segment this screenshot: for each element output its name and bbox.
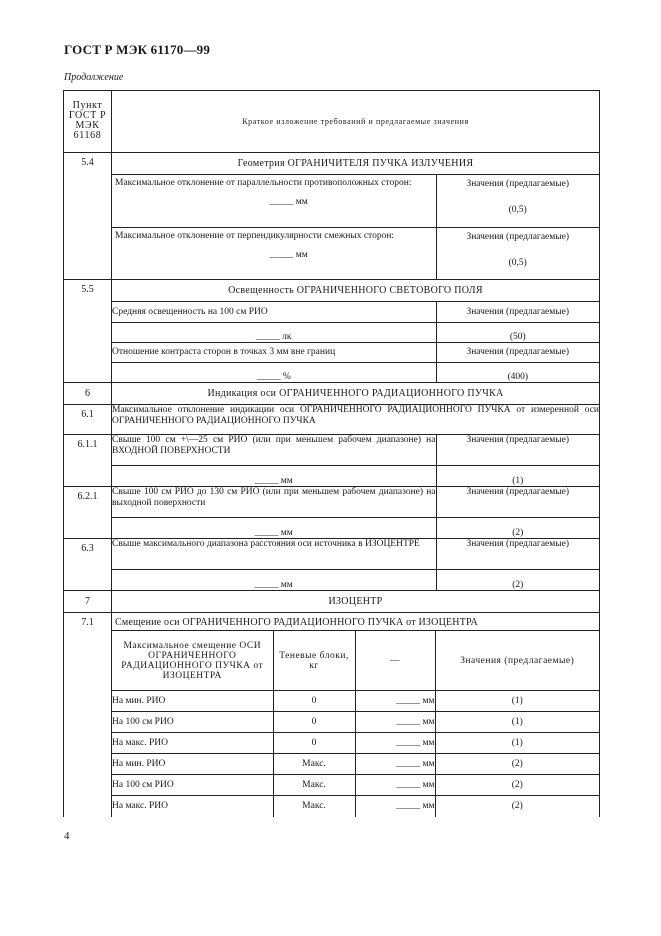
shadow-blocks: Макс. bbox=[273, 775, 355, 796]
value: (1) bbox=[435, 712, 599, 733]
offset-subtable bbox=[112, 630, 599, 817]
table-row bbox=[64, 487, 600, 539]
unit-field: _____ мм bbox=[254, 528, 293, 538]
shadow-blocks: Макс. bbox=[273, 796, 355, 817]
value-cell bbox=[436, 227, 599, 279]
value: (400) bbox=[436, 362, 599, 382]
value: (2) bbox=[435, 775, 599, 796]
unit-field: _____ мм bbox=[355, 775, 435, 796]
section-title: Смещение оси ОГРАНИЧЕННОГО РАДИАЦИОННОГО ПУЧКА от ИЗОЦЕНТРА bbox=[115, 617, 478, 628]
unit-field: _____ мм bbox=[355, 754, 435, 775]
requirement-text: Свыше 100 см +\—25 см РИО (или при меньшем рабочем диапазоне) на ВХОДНОЙ ПОВЕРХНОСТИ bbox=[112, 435, 436, 465]
value-cell bbox=[436, 175, 599, 227]
subtable-header: — bbox=[355, 631, 435, 691]
header-line: 61168 bbox=[73, 130, 102, 141]
requirement-cell bbox=[112, 175, 436, 227]
requirement-cell bbox=[112, 227, 436, 279]
table-row bbox=[64, 591, 600, 613]
section-title: ИЗОЦЕНТР bbox=[112, 591, 600, 613]
table-row bbox=[64, 175, 600, 280]
row-label: На 100 см РИО bbox=[112, 712, 273, 733]
table-row bbox=[64, 435, 600, 487]
subtable-header: Теневые блоки, кг bbox=[273, 631, 355, 691]
section-body bbox=[112, 302, 600, 383]
requirements-table bbox=[63, 90, 600, 817]
page-number: 4 bbox=[64, 830, 70, 842]
clause-number: 6.1.1 bbox=[64, 435, 112, 487]
requirement-text: Свыше 100 см РИО до 130 см РИО (или при меньшем рабочем диапазоне) на выходной поверхности bbox=[112, 487, 436, 517]
table-row bbox=[64, 613, 600, 817]
unit-field: _____ мм bbox=[254, 476, 293, 486]
requirement-text: Отношение контраста сторон в точках 3 мм вне границ bbox=[112, 342, 436, 362]
value: (1) bbox=[435, 733, 599, 754]
requirement-text: Максимальное отклонение от параллельности противоположных сторон: bbox=[115, 178, 412, 188]
unit-field: _____ лк bbox=[112, 322, 436, 342]
table-row bbox=[64, 405, 600, 435]
header-clause-number bbox=[64, 91, 112, 153]
clause-number: 6.3 bbox=[64, 539, 112, 591]
unit-field: _____ мм bbox=[355, 712, 435, 733]
clause-number: 7 bbox=[64, 591, 112, 613]
header-line: Пункт bbox=[72, 100, 103, 111]
unit-field: _____ % bbox=[256, 372, 291, 382]
value: (1) bbox=[436, 465, 599, 486]
table-row bbox=[64, 153, 600, 175]
table-row bbox=[64, 383, 600, 405]
clause-number: 6.2.1 bbox=[64, 487, 112, 539]
unit-field: _____ мм bbox=[355, 796, 435, 817]
value: (2) bbox=[436, 569, 599, 590]
document-title: ГОСТ Р МЭК 61170—99 bbox=[64, 42, 211, 57]
value: (2) bbox=[436, 517, 599, 538]
row-label: На макс. РИО bbox=[112, 796, 273, 817]
shadow-blocks: Макс. bbox=[273, 754, 355, 775]
shadow-blocks: 0 bbox=[273, 712, 355, 733]
values-label: Значения (предлагаемые) bbox=[466, 231, 570, 242]
unit-field: _____ мм bbox=[355, 691, 435, 712]
section-body bbox=[112, 175, 600, 280]
table-row bbox=[64, 302, 600, 383]
unit-field: _____ мм bbox=[269, 197, 308, 207]
clause-number: 7.1 bbox=[64, 613, 112, 817]
values-label: Значения (предлагаемые) bbox=[436, 342, 599, 362]
value: (1) bbox=[435, 691, 599, 712]
value: (2) bbox=[435, 796, 599, 817]
section-title: Индикация оси ОГРАНИЧЕННОГО РАДИАЦИОННОГО ПУЧКА bbox=[112, 383, 600, 405]
unit-field: _____ мм bbox=[269, 249, 308, 260]
requirement-text: Свыше максимального диапазона расстояния оси источника в ИЗОЦЕНТРЕ bbox=[112, 539, 436, 569]
clause-number: 6.1 bbox=[64, 405, 112, 435]
requirement-text: Максимальное отклонение индикации оси ОГРАНИЧЕННОГО РАДИАЦИОННОГО ПУЧКА от измеренной оси ОГРАНИЧЕННОГО РАДИАЦИОННОГО ПУЧКА bbox=[112, 405, 600, 435]
unit-field: _____ мм bbox=[355, 733, 435, 754]
values-label: Значения (предлагаемые) bbox=[436, 487, 599, 517]
unit-field: _____ мм bbox=[254, 580, 293, 590]
row-label: На мин. РИО bbox=[112, 691, 273, 712]
clause-number: 6 bbox=[64, 383, 112, 405]
requirement-text: Средняя освещенность на 100 см РИО bbox=[112, 302, 436, 322]
table-header-row bbox=[64, 91, 600, 153]
header-summary: Краткое изложение требований и предлагаемые значения bbox=[112, 91, 600, 153]
requirement-text: Максимальное отклонение от перпендикулярности смежных сторон: bbox=[115, 230, 395, 241]
subtable-header: Значения (предлагаемые) bbox=[435, 631, 599, 691]
section-body bbox=[112, 539, 600, 591]
shadow-blocks: 0 bbox=[273, 691, 355, 712]
value: (2) bbox=[435, 754, 599, 775]
section-title: Геометрия ОГРАНИЧИТЕЛЯ ПУЧКА ИЗЛУЧЕНИЯ bbox=[112, 153, 600, 175]
section-body bbox=[112, 613, 600, 817]
section-body bbox=[112, 487, 600, 539]
value: (50) bbox=[436, 322, 599, 342]
values-label: Значения (предлагаемые) bbox=[466, 179, 570, 189]
clause-number: 5.5 bbox=[64, 280, 112, 383]
continuation-label: Продолжение bbox=[64, 72, 124, 83]
values-label: Значения (предлагаемые) bbox=[436, 302, 599, 322]
subtable-header: Максимальное смещение ОСИ ОГРАНИЧЕННОГО РАДИАЦИОННОГО ПУЧКА от ИЗОЦЕНТРА bbox=[112, 631, 273, 691]
value: (0,5) bbox=[508, 205, 527, 215]
header-line: ГОСТ Р bbox=[68, 110, 107, 121]
section-body bbox=[112, 435, 600, 487]
table-row bbox=[64, 280, 600, 302]
row-label: На 100 см РИО bbox=[112, 775, 273, 796]
values-label: Значения (предлагаемые) bbox=[436, 539, 599, 569]
values-label: Значения (предлагаемые) bbox=[436, 435, 599, 465]
row-label: На мин. РИО bbox=[112, 754, 273, 775]
section-title: Освещенность ОГРАНИЧЕННОГО СВЕТОВОГО ПОЛЯ bbox=[112, 280, 600, 302]
value: (0,5) bbox=[508, 257, 527, 268]
header-line: МЭК bbox=[75, 120, 100, 131]
table-row bbox=[64, 539, 600, 591]
clause-number: 5.4 bbox=[64, 153, 112, 280]
shadow-blocks: 0 bbox=[273, 733, 355, 754]
row-label: На макс. РИО bbox=[112, 733, 273, 754]
